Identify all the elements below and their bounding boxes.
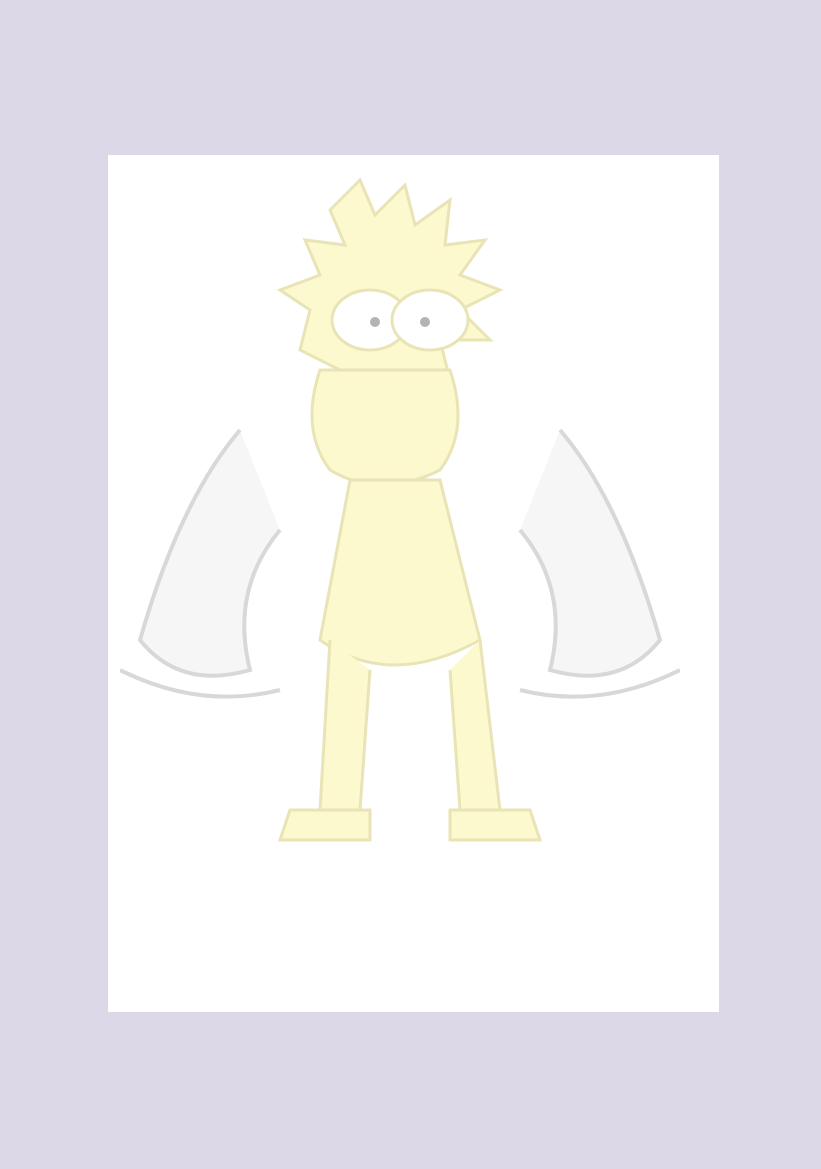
paperclip-border-right [767, 80, 787, 1090]
cartoon-mascot-illustration [120, 170, 680, 930]
paperclip-border-bottom [40, 1097, 785, 1137]
paperclip-border-top [40, 36, 785, 76]
paperclip-border-left [42, 80, 62, 1090]
